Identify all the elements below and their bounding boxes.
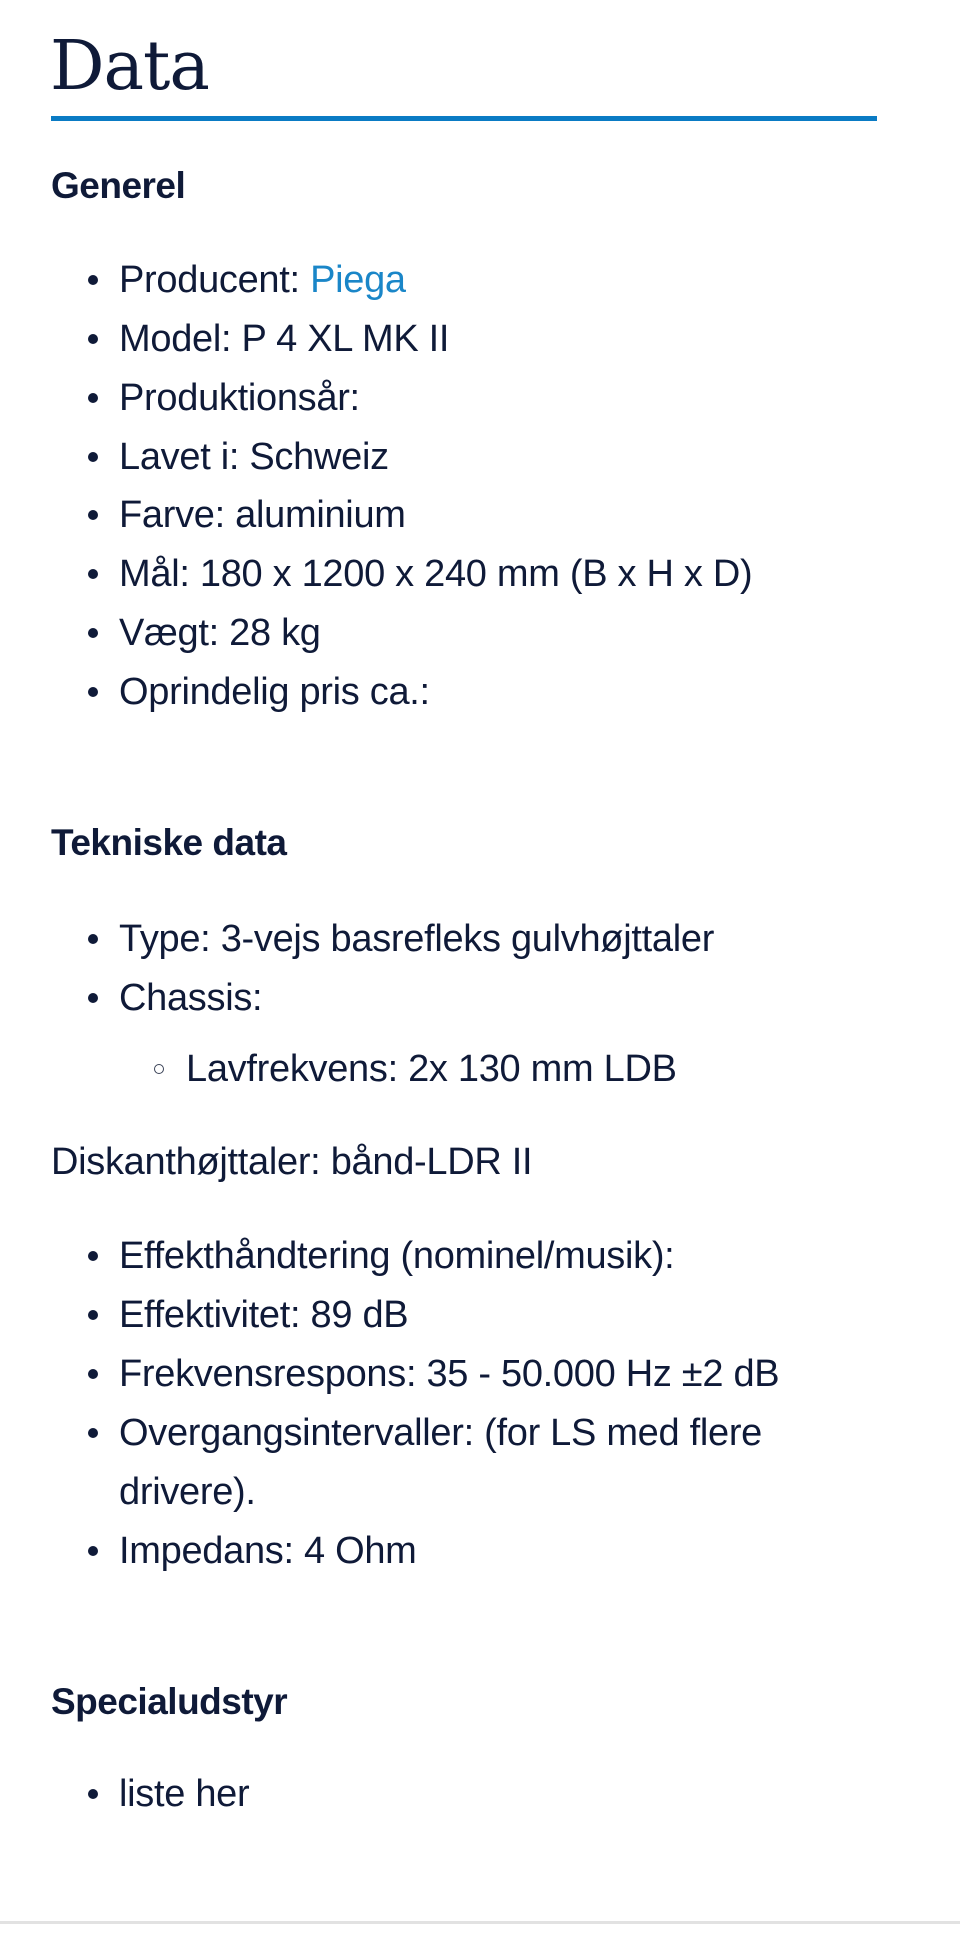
circle-bullet-icon [154,1064,164,1074]
section-heading-specialudstyr: Specialudstyr [51,1681,288,1722]
item-label: Produktionsår: [119,377,360,419]
list-item-effekthaandtering: Effekthåndtering (nominel/musik): [119,1235,675,1277]
bullet-icon [88,687,98,697]
list-item-impedans: Impedans: 4 Ohm [119,1530,417,1572]
list-item-overgangsintervaller-continued: drivere). [119,1471,256,1513]
list-item-type: Type: 3-vejs basrefleks gulvhøjttaler [119,918,715,960]
bullet-icon [88,1369,98,1379]
list-item-chassis: Chassis: [119,977,263,1019]
item-label: Producent: [119,259,300,301]
list-item-produktionsaar [119,373,360,423]
list-item-frekvensrespons: Frekvensrespons: 35 - 50.000 Hz ±2 dB [119,1353,780,1395]
bullet-icon [88,334,98,344]
section-heading-generel: Generel [51,165,186,206]
list-item-effektivitet: Effektivitet: 89 dB [119,1294,409,1336]
bullet-icon [88,628,98,638]
item-label: Farve: [119,494,225,536]
list-item-maal [119,549,752,599]
title-underline-divider [51,116,877,121]
bullet-icon [88,934,98,944]
page-title: Data [50,27,209,106]
list-item-lavet-i [119,432,389,482]
item-value: 180 x 1200 x 240 mm (B x H x D) [199,553,753,595]
item-value: 28 kg [229,612,321,654]
list-item-overgangsintervaller: Overgangsintervaller: (for LS med flere [119,1412,763,1454]
list-item-farve [119,490,406,540]
bullet-icon [88,393,98,403]
item-value: P 4 XL MK II [241,318,450,360]
item-label: Model: [119,318,232,360]
list-item-model [119,314,449,364]
list-item-oprindelig-pris [119,667,430,717]
bullet-icon [88,569,98,579]
item-label: Vægt: [119,612,219,654]
footer-divider [0,1921,960,1924]
nested-list-item-lavfrekvens: Lavfrekvens: 2x 130 mm LDB [186,1048,677,1090]
bullet-icon [88,452,98,462]
item-value: Schweiz [249,436,389,478]
bullet-icon [88,1546,98,1556]
list-item-producent [119,255,406,305]
bullet-icon [88,1428,98,1438]
item-label: Mål: [119,553,190,595]
list-item-liste-her: liste her [119,1773,250,1815]
bullet-icon [88,1789,98,1799]
paragraph-diskanthoejttaler: Diskanthøjttaler: bånd-LDR II [51,1141,533,1183]
bullet-icon [88,1251,98,1261]
list-item-vaegt [119,608,321,658]
section-heading-tekniske-data: Tekniske data [51,822,287,863]
bullet-icon [88,275,98,285]
item-label: Oprindelig pris ca.: [119,671,430,713]
item-value: aluminium [235,494,406,536]
item-label: Lavet i: [119,436,240,478]
bullet-icon [88,993,98,1003]
bullet-icon [88,1310,98,1320]
bullet-icon [88,510,98,520]
manufacturer-link[interactable]: Piega [310,259,406,301]
